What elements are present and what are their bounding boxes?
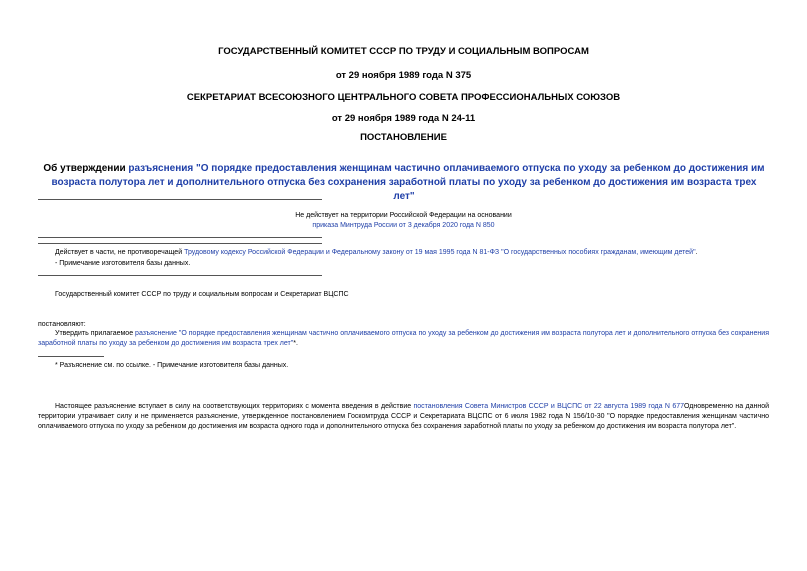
paragraph-approve: [38, 329, 769, 349]
paragraph-effective: [38, 402, 769, 432]
divider: [38, 237, 322, 238]
approve-suffix: *.: [293, 340, 298, 347]
divider: [38, 243, 322, 244]
title-prefix: Об утверждении: [43, 163, 129, 174]
issuer-date-1: от 29 ноября 1989 года N 375: [335, 70, 472, 81]
approve-link[interactable]: разъяснение "О порядке предоставления женщинам частично оплачиваемого отпуска по уходу за ребенком до достижения им возраста полутора лет и дополнительного отпуска без сохранения заработной платы по уходу за ребенком до достижения им возраста трех лет": [38, 330, 769, 347]
effective-suffix: Одновременно на данной территории утрачивает силу и не применяется разъяснение, утвержденное постановлением Госкомтруда СССР и Секретариата ВЦСПС от 6 июля 1982 года N 156/10-30 "О порядке предоставления женщинам частично оплачиваемого отпуска по уходу за ребенком до достижения им возраста одного года и дополнительного отпуска без сохранения заработной платы по уходу за ребенком до достижения им возраста полутора лет".: [38, 403, 769, 430]
status-block: [200, 211, 607, 231]
issuer-vcsps: СЕКРЕТАРИАТ ВСЕСОЮЗНОГО ЦЕНТРАЛЬНОГО СОВЕТА ПРОФЕССИОНАЛЬНЫХ СОЮЗОВ: [186, 92, 621, 103]
footnote: * Разъяснение см. по ссылке. - Примечание изготовителя базы данных.: [55, 362, 289, 369]
document-type: ПОСТАНОВЛЕНИЕ: [360, 132, 447, 143]
issuer-date-2: от 29 ноября 1989 года N 24-11: [331, 113, 476, 124]
effective-prefix: Настоящее разъяснение вступает в силу на соответствующих территориях с момента введения в действие: [55, 403, 414, 410]
validity-suffix: .: [695, 249, 698, 256]
effective-link[interactable]: постановления Совета Министров СССР и ВЦСПС от 22 августа 1989 года N 677: [413, 403, 685, 410]
paragraph-decrees: постановляют:: [38, 321, 86, 328]
validity-prefix: Действует в части, не противоречащей: [55, 249, 185, 256]
status-text: Не действует на территории Российской Федерации на основании: [295, 212, 512, 219]
validity-link[interactable]: Трудовому кодексу Российской Федерации и Федеральному закону от 19 мая 1995 года N 81-ФЗ "О государственных пособиях гражданам, имеющим детей": [184, 249, 696, 256]
validity-note: [55, 248, 775, 258]
status-link[interactable]: приказа Минтруда России от 3 декабря 2020 года N 850: [312, 222, 495, 229]
approve-prefix: Утвердить прилагаемое: [55, 330, 136, 337]
footnote-divider: [38, 356, 104, 357]
issuer-goskomtrud: ГОСУДАРСТВЕННЫЙ КОМИТЕТ СССР ПО ТРУДУ И СОЦИАЛЬНЫМ ВОПРОСАМ: [218, 46, 589, 57]
document-title: [40, 162, 768, 204]
divider: [38, 199, 322, 200]
title-link[interactable]: разъяснения "О порядке предоставления женщинам частично оплачиваемого отпуска по уходу за ребенком до достижения им возраста полутора лет и дополнительного отпуска без сохранения заработной платы по уходу за ребенком до достижения им возраста трех лет": [51, 163, 765, 202]
validity-remark: - Примечание изготовителя базы данных.: [55, 260, 191, 267]
divider: [38, 275, 322, 276]
paragraph-parties: Государственный комитет СССР по труду и социальным вопросам и Секретариат ВЦСПС: [55, 291, 349, 298]
